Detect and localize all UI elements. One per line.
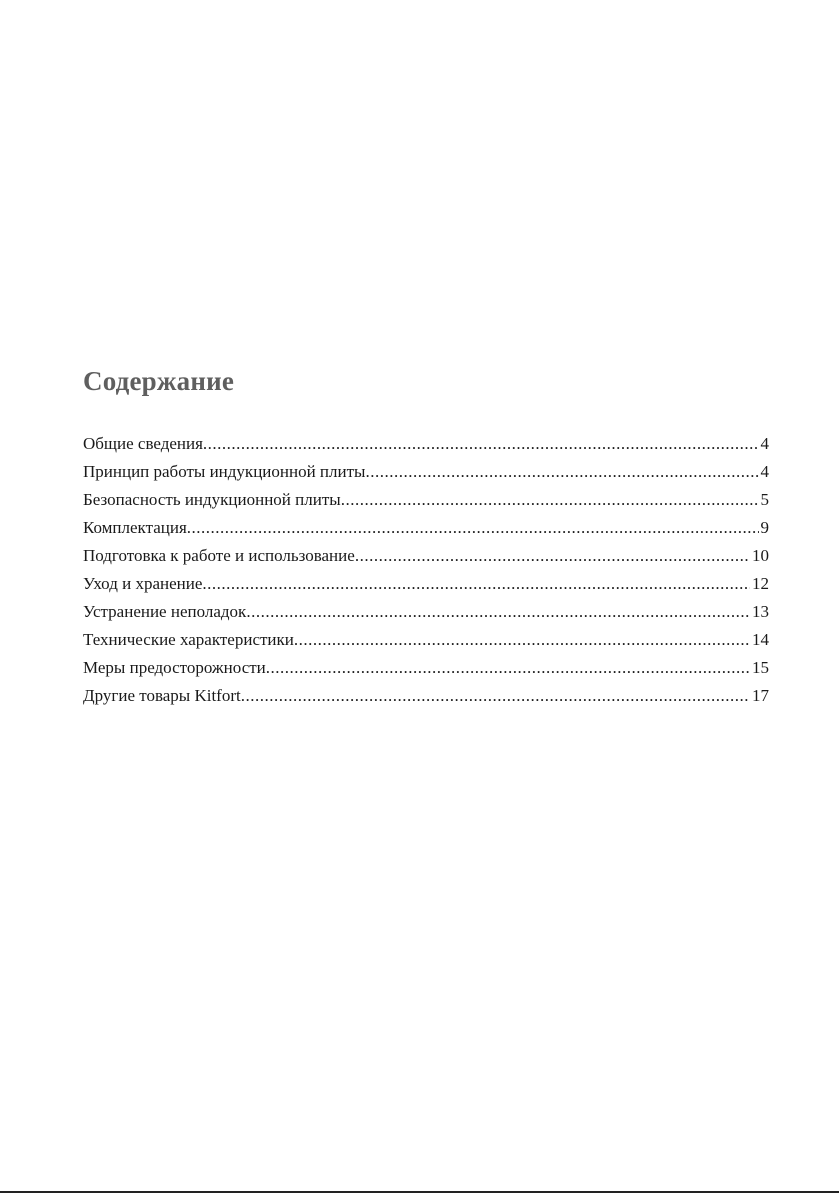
toc-entry-general-info[interactable]: [83, 430, 769, 458]
toc-page-number: 17: [752, 686, 769, 705]
toc-page-number: 14: [752, 630, 769, 649]
toc-page-number: 10: [752, 546, 769, 565]
toc-entry-label: Безопасность индукционной плиты: [83, 490, 341, 509]
toc-page-number: 13: [752, 602, 769, 621]
toc-page-number: 9: [760, 518, 769, 537]
toc-dot-leader: [203, 430, 759, 458]
toc-entry-label: Технические характеристики: [83, 630, 294, 649]
toc-entry-other-products[interactable]: [83, 682, 769, 710]
page-title: Содержание: [83, 366, 235, 396]
toc-page-number: 5: [760, 490, 769, 509]
toc-entry-label: Другие товары Kitfort: [83, 686, 241, 705]
toc-entry-precautions[interactable]: [83, 654, 769, 682]
toc-entry-label: Принцип работы индукционной плиты: [83, 462, 366, 481]
toc-dot-leader: [241, 682, 750, 710]
toc-entry-specifications[interactable]: [83, 626, 769, 654]
toc-entry-troubleshooting[interactable]: [83, 598, 769, 626]
toc-entry-care-and-storage[interactable]: [83, 570, 769, 598]
toc-dot-leader: [341, 486, 759, 514]
toc-entry-label: Меры предосторожности: [83, 658, 266, 677]
toc-entry-label: Подготовка к работе и использование: [83, 546, 355, 565]
toc-dot-leader: [355, 542, 750, 570]
toc-entry-safety[interactable]: [83, 486, 769, 514]
toc-entry-label: Уход и хранение: [83, 574, 203, 593]
toc-dot-leader: [187, 514, 759, 542]
toc-dot-leader: [294, 626, 750, 654]
toc-dot-leader: [266, 654, 750, 682]
toc-entry-preparation-and-use[interactable]: [83, 542, 769, 570]
toc-dot-leader: [365, 458, 758, 486]
toc-page-number: 4: [760, 434, 769, 453]
toc-page-number: 12: [752, 574, 769, 593]
toc-page-number: 4: [760, 462, 769, 481]
toc-entry-operating-principle[interactable]: [83, 458, 769, 486]
toc-dot-leader: [202, 570, 750, 598]
toc-entry-label: Комплектация: [83, 518, 187, 537]
toc-page-number: 15: [752, 658, 769, 677]
toc-entry-package-contents[interactable]: [83, 514, 769, 542]
toc-entry-label: Общие сведения: [83, 434, 203, 453]
toc-entry-label: Устранение неполадок: [83, 602, 247, 621]
table-of-contents: [83, 430, 769, 710]
toc-dot-leader: [246, 598, 750, 626]
